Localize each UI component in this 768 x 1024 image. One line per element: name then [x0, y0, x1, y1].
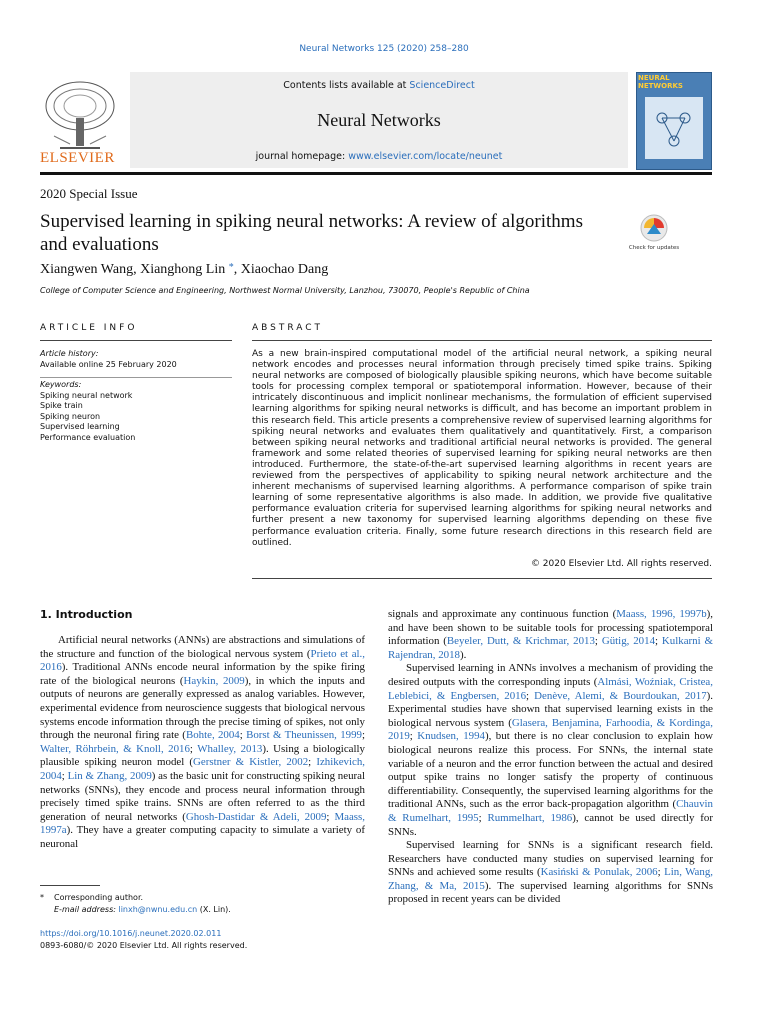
cover-title: NEURAL NETWORKS [638, 74, 683, 90]
email-label: E-mail address: [54, 905, 119, 914]
doi-block [40, 928, 247, 952]
special-issue-label: 2020 Special Issue [40, 186, 138, 201]
elsevier-tree-logo [40, 78, 120, 154]
abstract-text: As a new brain-inspired computational model of the artificial neural network, a spiking neural network encodes and processes neural information through precisely timed spike trains. Spiking neural networks are composed of biologically plausible spiking neurons, which have become suitable tools for processing complex temporal or spatiotemporal information. However, because of their intricately discontinuous and implicit nonlinear mechanisms, the formulation of efficient supervised learning algorithms for spiking neural networks is difficult, and has become an important problem in this research field. This article presents a comprehensive review of supervised learning algorithms for spiking neural networks and evaluates them qualitatively and quantitatively. First, a comparison between spiking neural networks and traditional artificial neural networks is provided. The general framework and some related theories of supervised learning for spiking neural networks are then introduced. Furthermore, the state-of-the-art supervised learning algorithms in recent years are reviewed from the perspectives of applicability to spiking neural network architecture and the inherent mechanisms of supervised learning algorithms. A performance comparison of spike train learning of some representative algorithms is also made. In addition, we provide five qualitative performance evaluation criteria for supervised learning algorithms for spiking neural networks and further present a new taxonomy for supervised learning algorithms depending on these five performance evaluation criteria. Finally, some future research directions in this research field are outlined. [252, 349, 712, 548]
homepage-prefix: journal homepage: [255, 151, 349, 162]
history-value: Available online 25 February 2020 [40, 359, 177, 369]
citation-link[interactable]: Izhikevich, 2004 [40, 756, 366, 782]
body-text: ; [239, 729, 247, 742]
divider [252, 578, 712, 579]
body-text: ). [459, 648, 467, 661]
citation-link[interactable]: Borst & Theunissen, 1999 [246, 729, 362, 742]
paragraph [388, 662, 713, 839]
divider [40, 377, 232, 378]
citation-link[interactable]: Almási, Woźniak, Cristea, Leblebici, & Engbersen, 2016 [388, 675, 713, 702]
homepage-line [130, 151, 628, 162]
paragraph [388, 608, 713, 662]
citation-link[interactable]: Walter, Röhrbein, & Knoll, 2016 [40, 742, 190, 755]
citation-link[interactable]: Chauvin & Rumelhart, 1995 [388, 798, 713, 824]
author-2: Xianghong Lin [140, 262, 229, 277]
citation-link[interactable]: Lin, Wang, Zhang, & Ma, 2015 [388, 866, 713, 892]
section-heading: 1. Introduction [40, 608, 133, 621]
citation-link[interactable]: Prieto et al., 2016 [40, 647, 366, 674]
body-text: Supervised learning in ANNs involves a mechanism of providing the desired outputs with the corresponding inputs ( [388, 662, 713, 688]
author-list [40, 262, 328, 278]
divider [252, 340, 712, 341]
body-text: ; [478, 811, 488, 824]
body-text: ; [61, 769, 68, 782]
citation-link[interactable]: Kasiński & Ponulak, 2006 [540, 866, 658, 879]
abstract-copyright: © 2020 Elsevier Ltd. All rights reserved. [530, 559, 712, 569]
body-text: ; [657, 866, 665, 879]
email-suffix: (X. Lin). [197, 905, 231, 914]
body-text: ; [326, 810, 335, 823]
citation-link[interactable]: Beyeler, Dutt, & Krichmar, 2013 [446, 635, 595, 648]
body-column-right [388, 608, 713, 907]
citation-link[interactable]: Knudsen, 1994 [417, 730, 485, 743]
body-column-left [40, 634, 365, 852]
body-text: ; [189, 742, 198, 755]
journal-reference[interactable]: Neural Networks 125 (2020) 258–280 [299, 44, 469, 54]
citation-link[interactable]: Gerstner & Kistler, 2002 [193, 756, 309, 769]
crossmark-label: Check for updates [628, 245, 680, 251]
divider [40, 340, 232, 341]
abstract-heading: ABSTRACT [252, 323, 324, 333]
author-1: Xiangwen Wang, [40, 262, 141, 277]
citation-link[interactable]: Maass, 1996, 1997b [616, 608, 707, 620]
body-text: ), and have been shown to be suitable tools for processing spatiotemporal information ( [388, 608, 713, 648]
body-text: Supervised learning for SNNs is a significant research field. Researchers have conducted many studies on supervised learning for SNNs and achieved some results ( [388, 839, 713, 879]
keywords-label: Keywords: [40, 380, 82, 389]
article-info-heading: ARTICLE INFO [40, 323, 138, 333]
keyword-item: Performance evaluation [40, 432, 136, 442]
elsevier-logo-text: ELSEVIER [40, 150, 115, 166]
homepage-link[interactable]: www.elsevier.com/locate/neunet [348, 151, 503, 162]
body-text: ; [361, 729, 366, 742]
paragraph [40, 634, 365, 852]
citation-link[interactable]: Rummelhart, 1986 [487, 811, 573, 824]
contents-prefix: Contents lists available at [283, 80, 410, 91]
citation-link[interactable]: Denève, Alemi, & Bourdoukan, 2017 [534, 689, 707, 702]
keyword-item: Spiking neuron [40, 411, 101, 421]
body-text: ), but there is no clear conclusion to explain how biological neurons realize this process. For SNNs, the internal state variable of a neuron and the error function between the actual and desired output spike trains no longer satisfy the property of continuous differentiability. Consequently, the supervised learning algorithms for the traditional ANNs, such as the error back-propagation algorithm ( [388, 730, 714, 811]
contents-line [130, 80, 628, 91]
body-text: signals and approximate any continuous function ( [388, 608, 617, 620]
citation-link[interactable]: Bohte, 2004 [185, 729, 240, 742]
corresponding-author-mark[interactable]: * [228, 262, 234, 273]
paper-title: Supervised learning in spiking neural networks: A review of algorithms and evaluations [40, 211, 583, 255]
doi-link[interactable]: https://doi.org/10.1016/j.neunet.2020.02.011 [40, 929, 222, 938]
sciencedirect-link[interactable]: ScienceDirect [409, 80, 475, 91]
footnotes [40, 892, 231, 916]
footnote-text: Corresponding author. [54, 893, 144, 902]
body-text: ), cannot be used directly for SNNs. [388, 811, 713, 838]
body-text: ). Using a biologically plausible spiking neuron model ( [40, 742, 365, 769]
paragraph [388, 839, 713, 907]
body-text: ). They have a greater computing capacity to simulate a variety of neuronal [40, 824, 365, 850]
email-link[interactable]: linxh@nwnu.edu.cn [118, 905, 198, 914]
body-text: ). The supervised learning algorithms for SNNs proposed in recent years can be divided [388, 879, 713, 906]
email-footnote [40, 904, 231, 916]
body-text: ; [409, 730, 418, 743]
body-text: ) as the basic unit for constructing spiking neural networks (SNNs), they encode and process neural information through precisely timed spike trains. SNNs are often referred to as the third generation of neural networks ( [40, 769, 366, 823]
body-text: ; [308, 756, 317, 769]
body-text: ). Traditional ANNs encode neural information by the spike firing rate of the biological neurons ( [40, 661, 365, 687]
body-text: ). Experimental studies have shown that supervised learning exists in the biological nervous system ( [388, 689, 714, 729]
citation-link[interactable]: Maass, 1997a [40, 810, 366, 837]
body-text: ; [526, 689, 535, 702]
body-text: ; [594, 635, 602, 648]
citation-link[interactable]: Haykin, 2009 [183, 674, 245, 687]
corresponding-footnote [40, 892, 231, 904]
citation-link[interactable]: Ghosh-Dastidar & Adeli, 2009 [185, 810, 327, 823]
footnote-mark: * [40, 893, 44, 902]
body-text: ), in which the inputs and outputs of neurons are generally expressed as analog variables. However, experimental evidence from neuroscience suggests that biological nervous systems encode information through the precise timing of spikes, not only through the neuronal firing rate ( [40, 674, 365, 742]
article-history [40, 349, 177, 370]
keyword-item: Supervised learning [40, 422, 120, 431]
author-3: , Xiaochao Dang [233, 262, 329, 277]
history-label: Article history: [40, 349, 99, 358]
citation-link[interactable]: Glasera, Benjamina, Farhoodia, & Kordinga, 2019 [388, 716, 713, 743]
affiliation: College of Computer Science and Engineering, Northwest Normal University, Lanzhou, 730070, People's Republic of China [40, 286, 530, 295]
keywords-block [40, 380, 135, 443]
citation-link[interactable]: Kulkarni & Rajendran, 2018 [388, 635, 713, 661]
citation-link[interactable]: Gütig, 2014 [601, 635, 656, 648]
citation-link[interactable]: Lin & Zhang, 2009 [67, 769, 152, 782]
issn-line: 0893-6080/© 2020 Elsevier Ltd. All rights reserved. [40, 941, 248, 950]
keyword-item: Spike train [40, 401, 83, 410]
body-text: ; [655, 635, 662, 648]
journal-title[interactable]: Neural Networks [317, 110, 441, 130]
body-text: Artificial neural networks (ANNs) are abstractions and simulations of the structure and function of the biological nervous system ( [40, 634, 365, 660]
keyword-item: Spiking neural network [40, 390, 133, 400]
crossmark-icon[interactable] [628, 212, 680, 262]
header-rule [40, 172, 712, 175]
citation-link[interactable]: Whalley, 2013 [197, 742, 263, 755]
footnote-rule [40, 885, 100, 886]
